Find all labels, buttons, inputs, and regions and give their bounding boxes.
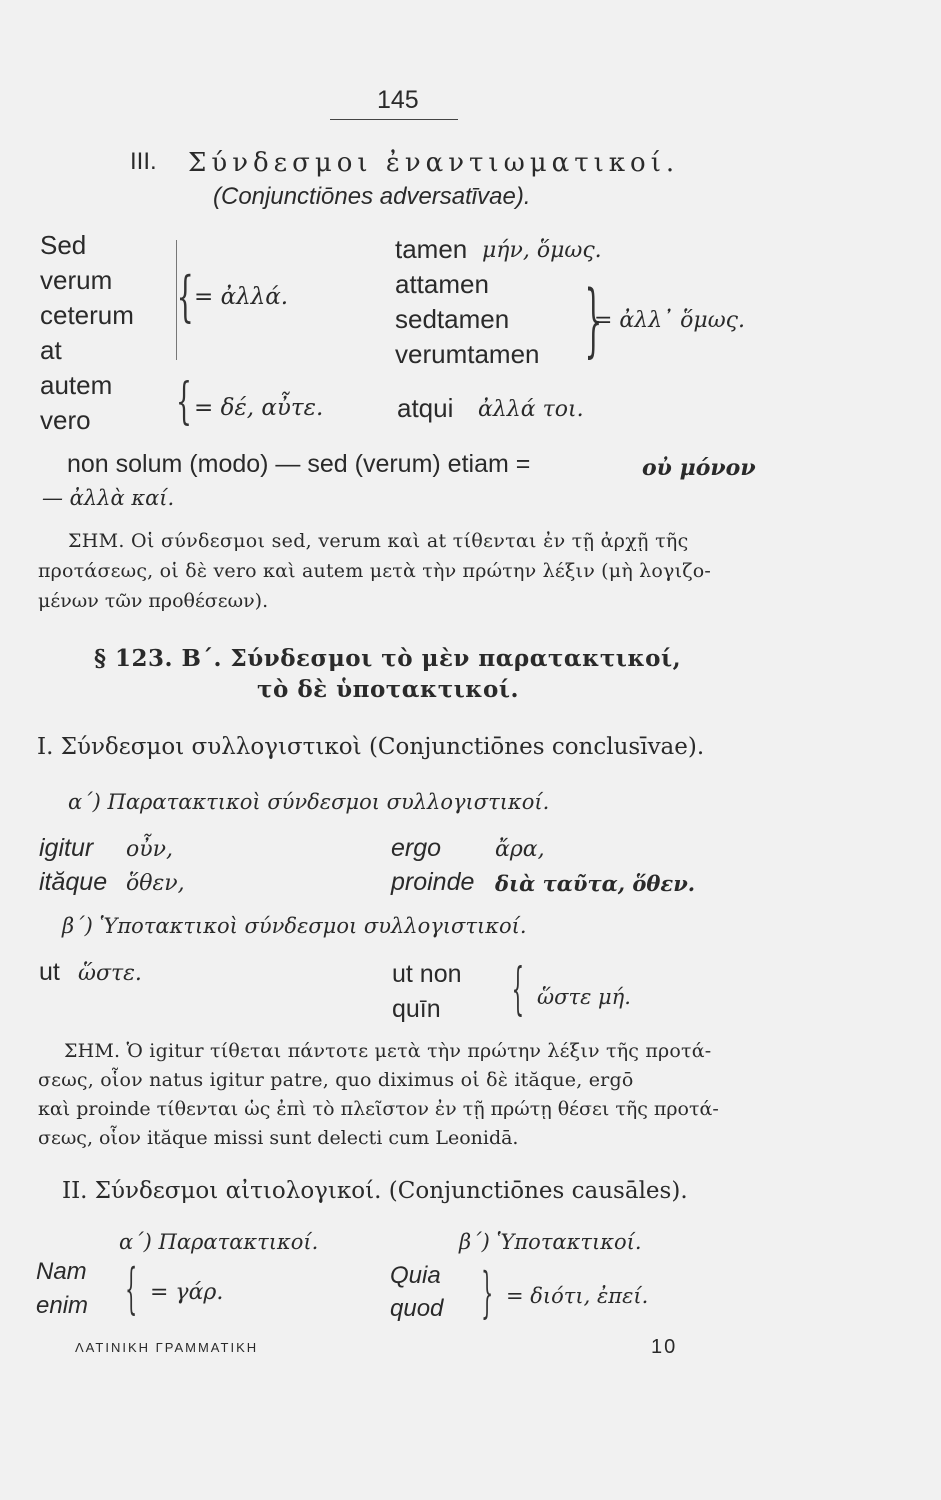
ergo-greek: ἄρα, [495, 837, 545, 862]
note1-line2: προτάσεως, οἱ δὲ vero καὶ autem μετὰ τὴν πρώτην λέξιν (μὴ λογιζο- [38, 560, 712, 582]
page-number: 145 [377, 86, 419, 114]
word-sed: Sed [40, 230, 87, 260]
nonsolum-greek: οὐ μόνον [642, 455, 756, 481]
ut-non-greek: ὥστε μή. [537, 985, 631, 1009]
proinde-greek: διὰ ταῦτα, ὅθεν. [495, 871, 696, 896]
itaque-greek: ὅθεν, [126, 871, 185, 896]
word-atqui: atqui [397, 393, 454, 423]
word-verumtamen: verumtamen [395, 339, 540, 369]
sec1-a-heading: α΄) Παρατακτικοὶ σύνδεσμοι συλλογιστικοί. [68, 790, 550, 814]
word-igitur: igitur [39, 834, 94, 862]
nonsolum-greek-2: — ἀλλὰ καί. [42, 486, 175, 510]
brace-ut-non: { [511, 957, 525, 1022]
nam-greek: = γάρ. [150, 1280, 224, 1305]
brace-autem-vero: { [175, 372, 192, 430]
word-enim: enim [36, 1292, 89, 1319]
brace-quia: } [481, 1261, 494, 1324]
ut-greek: ὥστε. [78, 961, 142, 986]
word-ut: ut [39, 958, 60, 986]
note1-line3: μένων τῶν προθέσεων). [38, 590, 269, 612]
word-vero: vero [40, 405, 91, 435]
brace-attamen: } [584, 273, 603, 366]
sec2-heading: II. Σύνδεσμοι αἰτιολογικοί. (Conjunctiōnes causāles). [62, 1178, 688, 1204]
sec1-heading: I. Σύνδεσμοι συλλογιστικοὶ (Conjunctiōnes conclusīvae). [37, 734, 705, 760]
sec3-heading: Σύνδεσμοι ἐναντιωματικοί. [188, 148, 680, 178]
brace-verum-ceterum: { [176, 265, 194, 328]
sec1-b-heading: β΄) Ὑποτακτικοὶ σύνδεσμοι συλλογιστικοί. [62, 914, 527, 938]
note2-line4: σεως, οἷον ităque missi sunt delecti cum Leonidā. [38, 1127, 519, 1149]
word-quin: quīn [392, 995, 441, 1023]
word-ut-non: ut non [392, 960, 462, 988]
page-number-rule [330, 119, 458, 120]
word-at: at [40, 335, 62, 365]
word-quod: quod [390, 1295, 444, 1322]
para123-line1: § 123. Β΄. Σύνδεσμοι τὸ μὲν παρατακτικοί, [94, 645, 682, 672]
footer-sheet-number: 10 [651, 1336, 678, 1358]
word-ceterum: ceterum [40, 300, 134, 330]
sec3-heading-num: III. [130, 148, 157, 175]
sec2-b-heading: β΄) Ὑποτακτικοί. [459, 1230, 642, 1254]
sec2-a-heading: α΄) Παρατακτικοί. [119, 1230, 319, 1254]
eq-alla: = ἀλλά. [194, 284, 289, 310]
brace-nam: { [125, 1257, 138, 1320]
word-verum: verum [40, 265, 113, 295]
nonsolum-latin: non solum (modo) — sed (verum) etiam = [67, 450, 531, 478]
word-quia: Quia [390, 1262, 441, 1289]
tamen-greek: μήν, ὅμως. [482, 238, 602, 263]
word-nam: Nam [36, 1258, 87, 1285]
note1-line1: ΣΗΜ. Οἱ σύνδεσμοι sed, verum καὶ at τίθενται ἐν τῇ ἀρχῇ τῆς [68, 530, 689, 552]
igitur-greek: οὖν, [126, 837, 173, 862]
note2-line2: σεως, οἷον natus igitur patre, quo diximus οἱ δὲ ităque, ergō [38, 1069, 634, 1091]
atqui-greek: ἀλλά τοι. [478, 397, 584, 422]
word-autem: autem [40, 370, 113, 400]
word-sedtamen: sedtamen [395, 304, 510, 334]
word-itaque: ităque [39, 868, 108, 896]
note2-line3: καὶ proinde τίθενται ὡς ἐπὶ τὸ πλεῖστον ἐν τῇ πρώτῃ θέσει τῆς προτά- [38, 1098, 719, 1120]
eq-de-aute: = δέ, αὖτε. [194, 395, 324, 421]
word-attamen: attamen [395, 269, 489, 299]
footer-signature-title: ΛΑΤΙΝΙΚΗ ΓΡΑΜΜΑΤΙΚΗ [75, 1340, 259, 1355]
word-tamen: tamen [395, 234, 468, 264]
note2-line1: ΣΗΜ. Ὁ igitur τίθεται πάντοτε μετὰ τὴν πρώτην λέξιν τῆς προτά- [64, 1040, 712, 1062]
eq-all-omos: = ἀλλ᾽ ὅμως. [594, 308, 745, 333]
sec3-latin-heading: (Conjunctiōnes adversatīvae). [213, 183, 531, 210]
quia-greek: = διότι, ἐπεί. [506, 1284, 649, 1308]
word-proinde: proinde [391, 868, 475, 896]
para123-line2: τὸ δὲ ὑποτακτικοί. [257, 676, 520, 703]
word-ergo: ergo [391, 834, 442, 862]
